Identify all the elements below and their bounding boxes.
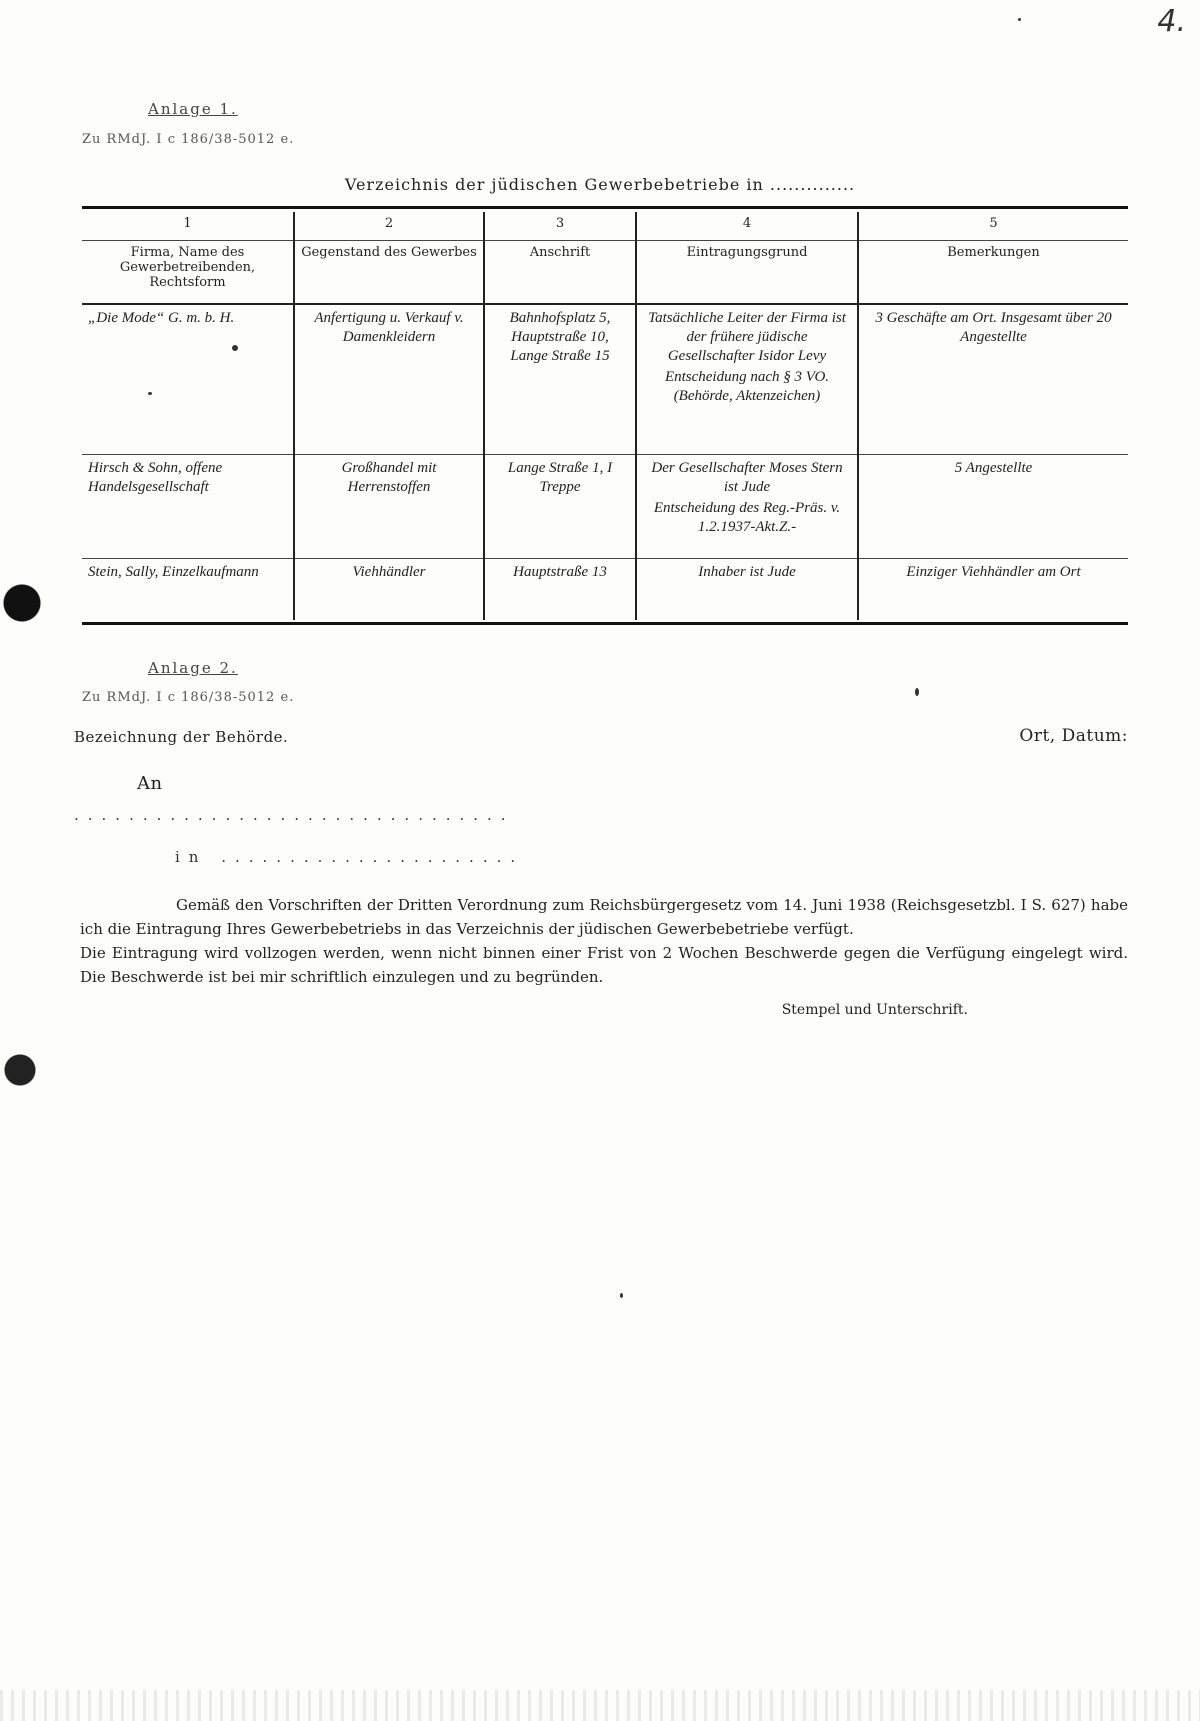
reason-text: Tatsächliche Leiter der Firma ist der frühere jüdische Gesellschafter Isidor Levy [648, 309, 846, 364]
scan-speck [915, 688, 919, 696]
cell-business: Großhandel mit Herrenstoffen [294, 454, 484, 558]
reason-text: Der Gesellschafter Moses Stern ist Jude [651, 459, 843, 495]
cell-reason [636, 454, 858, 558]
column-header-row [82, 241, 1128, 304]
annex1-title: Anlage 1. [148, 100, 238, 118]
decision-text: Entscheidung des Reg.-Präs. v. 1.2.1937-Akt.Z.- [653, 499, 841, 535]
column-number: 4 [636, 212, 858, 241]
cell-remarks: 5 Angestellte [858, 454, 1128, 558]
cell-reason [636, 558, 858, 620]
page-number: 4. [1157, 4, 1186, 39]
scan-speck [1018, 18, 1021, 21]
decision-text: Entscheidung nach § 3 VO. (Behörde, Aktenzeichen) [664, 368, 830, 404]
cell-remarks: Einziger Viehhändler am Ort [858, 558, 1128, 620]
scan-noise-border [0, 1690, 1200, 1721]
column-number: 3 [484, 212, 636, 241]
annex2-reference: Zu RMdJ. I c 186/38-5012 e. [82, 690, 295, 705]
column-header-remarks: Bemerkungen [858, 241, 1128, 304]
column-header-firm: Firma, Name des Gewerbetreibenden, Rechtsform [82, 241, 294, 304]
table-row [82, 454, 1128, 558]
table-top-rule [82, 206, 1128, 209]
table-row [82, 558, 1128, 620]
cell-address: Bahnhofsplatz 5, Hauptstraße 10, Lange Straße 15 [484, 304, 636, 454]
recipient-address-dots: ................................ [74, 806, 515, 824]
column-header-business: Gegenstand des Gewerbes [294, 241, 484, 304]
scan-speck [148, 392, 152, 395]
cell-reason [636, 304, 858, 454]
recipient-location-line: in ...................... [175, 848, 525, 866]
reason-text: Inhaber ist Jude [698, 563, 796, 580]
recipient-label: An [137, 773, 163, 794]
notice-paragraph-1 [80, 893, 1128, 941]
column-number: 2 [294, 212, 484, 241]
cell-business: Viehhändler [294, 558, 484, 620]
scan-speck [232, 345, 238, 351]
annex1-reference: Zu RMdJ. I c 186/38-5012 e. [82, 132, 295, 147]
authority-label: Bezeichnung der Behörde. [74, 728, 289, 746]
table-row [82, 304, 1128, 454]
column-number: 1 [82, 212, 294, 241]
cell-remarks: 3 Geschäfte am Ort. Insgesamt über 20 Angestellte [858, 304, 1128, 454]
column-number-row [82, 212, 1128, 241]
column-header-address: Anschrift [484, 241, 636, 304]
cell-firm: Hirsch & Sohn, offene Handelsgesellschaft [82, 454, 294, 558]
register-table [82, 212, 1128, 620]
notice-body [80, 893, 1128, 989]
cell-business: Anfertigung u. Verkauf v. Damenkleidern [294, 304, 484, 454]
column-number: 5 [858, 212, 1128, 241]
cell-address: Lange Straße 1, I Treppe [484, 454, 636, 558]
annex2-title: Anlage 2. [148, 659, 238, 677]
cell-firm: Stein, Sally, Einzelkaufmann [88, 563, 259, 580]
column-header-reason: Eintragungsgrund [636, 241, 858, 304]
notice-paragraph-1-text: Gemäß den Vorschriften der Dritten Verordnung zum Reichsbürgergesetz vom 14. Juni 1938 (Reichsgesetzbl. I S. 627) habe ich die Eintragung Ihres Gewerbebetriebs in das Verzeichnis der jüdischen Gewerbebetriebe verfügt. [80, 896, 1128, 938]
table-bottom-rule [82, 622, 1128, 625]
register-heading: Verzeichnis der jüdischen Gewerbebetriebe in .............. [344, 175, 856, 194]
place-date-label: Ort, Datum: [1019, 726, 1128, 746]
notice-paragraph-2: Die Eintragung wird vollzogen werden, wenn nicht binnen einer Frist von 2 Wochen Beschwerde gegen die Verfügung eingelegt wird. Die Beschwerde ist bei mir schriftlich einzulegen und zu begründen. [80, 944, 1128, 986]
cell-firm: „Die Mode“ G. m. b. H. [82, 304, 294, 454]
scan-speck [620, 1293, 623, 1298]
cell-address: Hauptstraße 13 [484, 558, 636, 620]
signature-line: Stempel und Unterschrift. [781, 1002, 968, 1018]
